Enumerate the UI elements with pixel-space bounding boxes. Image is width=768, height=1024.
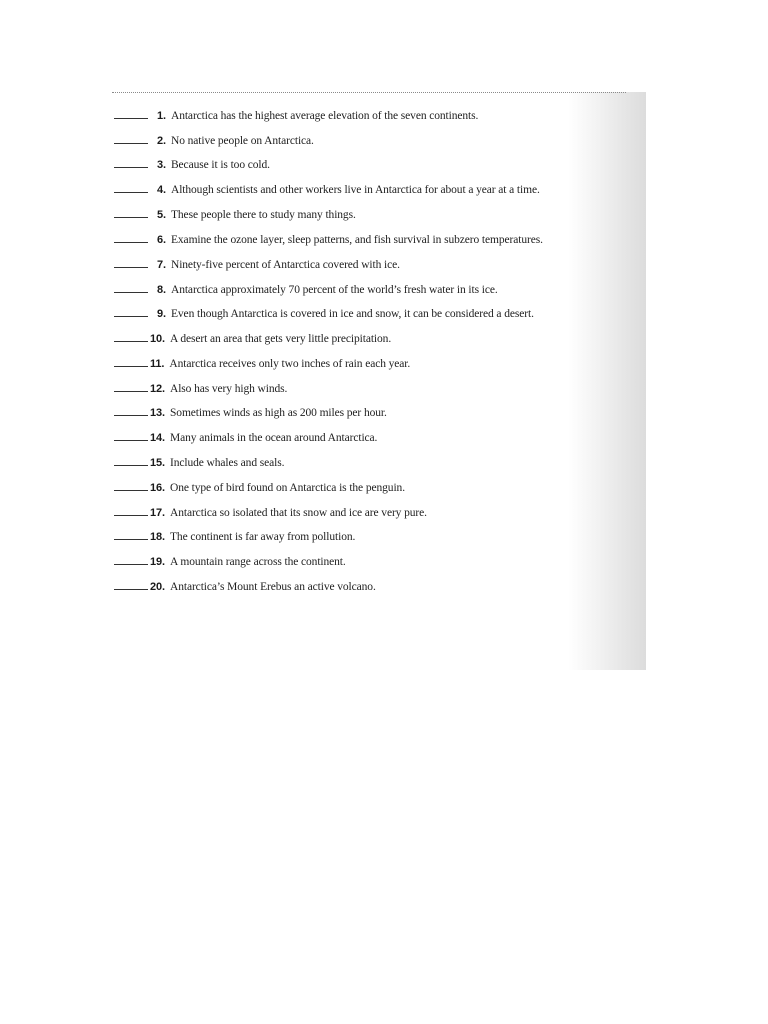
worksheet-item [114, 431, 377, 449]
item-text: Antarctica receives only two inches of rain each year. [169, 358, 411, 370]
item-text: Because it is too cold. [170, 159, 270, 171]
item-text: Antarctica approximately 70 percent of the world’s fresh water in its ice. [170, 284, 498, 296]
worksheet-item [114, 406, 387, 424]
item-text: Examine the ozone layer, sleep patterns, and fish survival in subzero temperatures. [170, 234, 543, 246]
answer-blank[interactable] [114, 481, 148, 491]
item-number: 8. [157, 284, 166, 296]
answer-blank[interactable] [114, 258, 148, 268]
answer-blank[interactable] [114, 183, 148, 193]
answer-blank[interactable] [114, 307, 148, 317]
item-number: 6. [157, 234, 166, 246]
answer-blank[interactable] [114, 158, 148, 168]
item-number: 9. [157, 308, 166, 320]
worksheet-item [114, 233, 543, 251]
answer-blank[interactable] [114, 555, 148, 565]
item-number: 5. [157, 209, 166, 221]
item-number: 12. [150, 383, 165, 395]
item-text: Many animals in the ocean around Antarctica. [170, 432, 378, 444]
worksheet-item [114, 332, 391, 350]
item-number: 4. [157, 184, 166, 196]
worksheet-item [114, 307, 534, 325]
worksheet-item [114, 456, 284, 474]
answer-blank[interactable] [114, 431, 148, 441]
item-number: 2. [157, 135, 166, 147]
answer-blank[interactable] [114, 382, 148, 392]
answer-blank[interactable] [114, 456, 148, 466]
item-number: 20. [150, 581, 165, 593]
worksheet-item [114, 382, 287, 400]
item-number: 10. [150, 333, 165, 345]
item-number: 3. [157, 159, 166, 171]
answer-blank[interactable] [114, 208, 148, 218]
item-text: These people there to study many things. [170, 209, 356, 221]
item-number: 13. [150, 407, 165, 419]
item-number: 14. [150, 432, 165, 444]
worksheet-item [114, 506, 427, 524]
answer-blank[interactable] [114, 332, 148, 342]
item-text: Ninety-five percent of Antarctica covered with ice. [170, 259, 400, 271]
item-text: Even though Antarctica is covered in ice and snow, it can be considered a desert. [170, 308, 534, 320]
item-text: Although scientists and other workers live in Antarctica for about a year at a time. [170, 184, 540, 196]
item-text: Antarctica’s Mount Erebus an active volcano. [170, 581, 376, 593]
worksheet-item [114, 109, 478, 127]
item-number: 18. [150, 531, 165, 543]
worksheet-item [114, 208, 356, 226]
answer-blank[interactable] [114, 283, 148, 293]
worksheet-item [114, 530, 355, 548]
worksheet-item [114, 481, 405, 499]
answer-blank[interactable] [114, 233, 148, 243]
item-number: 17. [150, 507, 165, 519]
worksheet-item [114, 580, 376, 598]
worksheet-item [114, 258, 400, 276]
item-number: 19. [150, 556, 165, 568]
item-text: Include whales and seals. [170, 457, 285, 469]
answer-blank[interactable] [114, 406, 148, 416]
answer-blank[interactable] [114, 530, 148, 540]
worksheet-item [114, 183, 540, 201]
answer-blank[interactable] [114, 109, 148, 119]
worksheet-item [114, 134, 314, 152]
item-number: 16. [150, 482, 165, 494]
worksheet-item [114, 555, 346, 573]
item-number: 15. [150, 457, 165, 469]
answer-blank[interactable] [114, 357, 148, 367]
answer-blank[interactable] [114, 134, 148, 144]
answer-blank[interactable] [114, 580, 148, 590]
item-text: One type of bird found on Antarctica is the penguin. [170, 482, 405, 494]
item-text: A mountain range across the continent. [170, 556, 346, 568]
worksheet-item [114, 158, 270, 176]
item-number: 11. [150, 358, 165, 370]
worksheet-item [114, 283, 498, 301]
answer-blank[interactable] [114, 506, 148, 516]
item-text: Antarctica has the highest average elevation of the seven continents. [170, 110, 479, 122]
item-text: Antarctica so isolated that its snow and ice are very pure. [170, 507, 427, 519]
worksheet-item [114, 357, 410, 375]
item-text: No native people on Antarctica. [170, 135, 314, 147]
item-text: Also has very high winds. [170, 383, 288, 395]
item-text: A desert an area that gets very little precipitation. [170, 333, 392, 345]
item-text: The continent is far away from pollution. [170, 531, 356, 543]
item-number: 7. [157, 259, 166, 271]
item-number: 1. [157, 110, 166, 122]
item-text: Sometimes winds as high as 200 miles per hour. [170, 407, 387, 419]
